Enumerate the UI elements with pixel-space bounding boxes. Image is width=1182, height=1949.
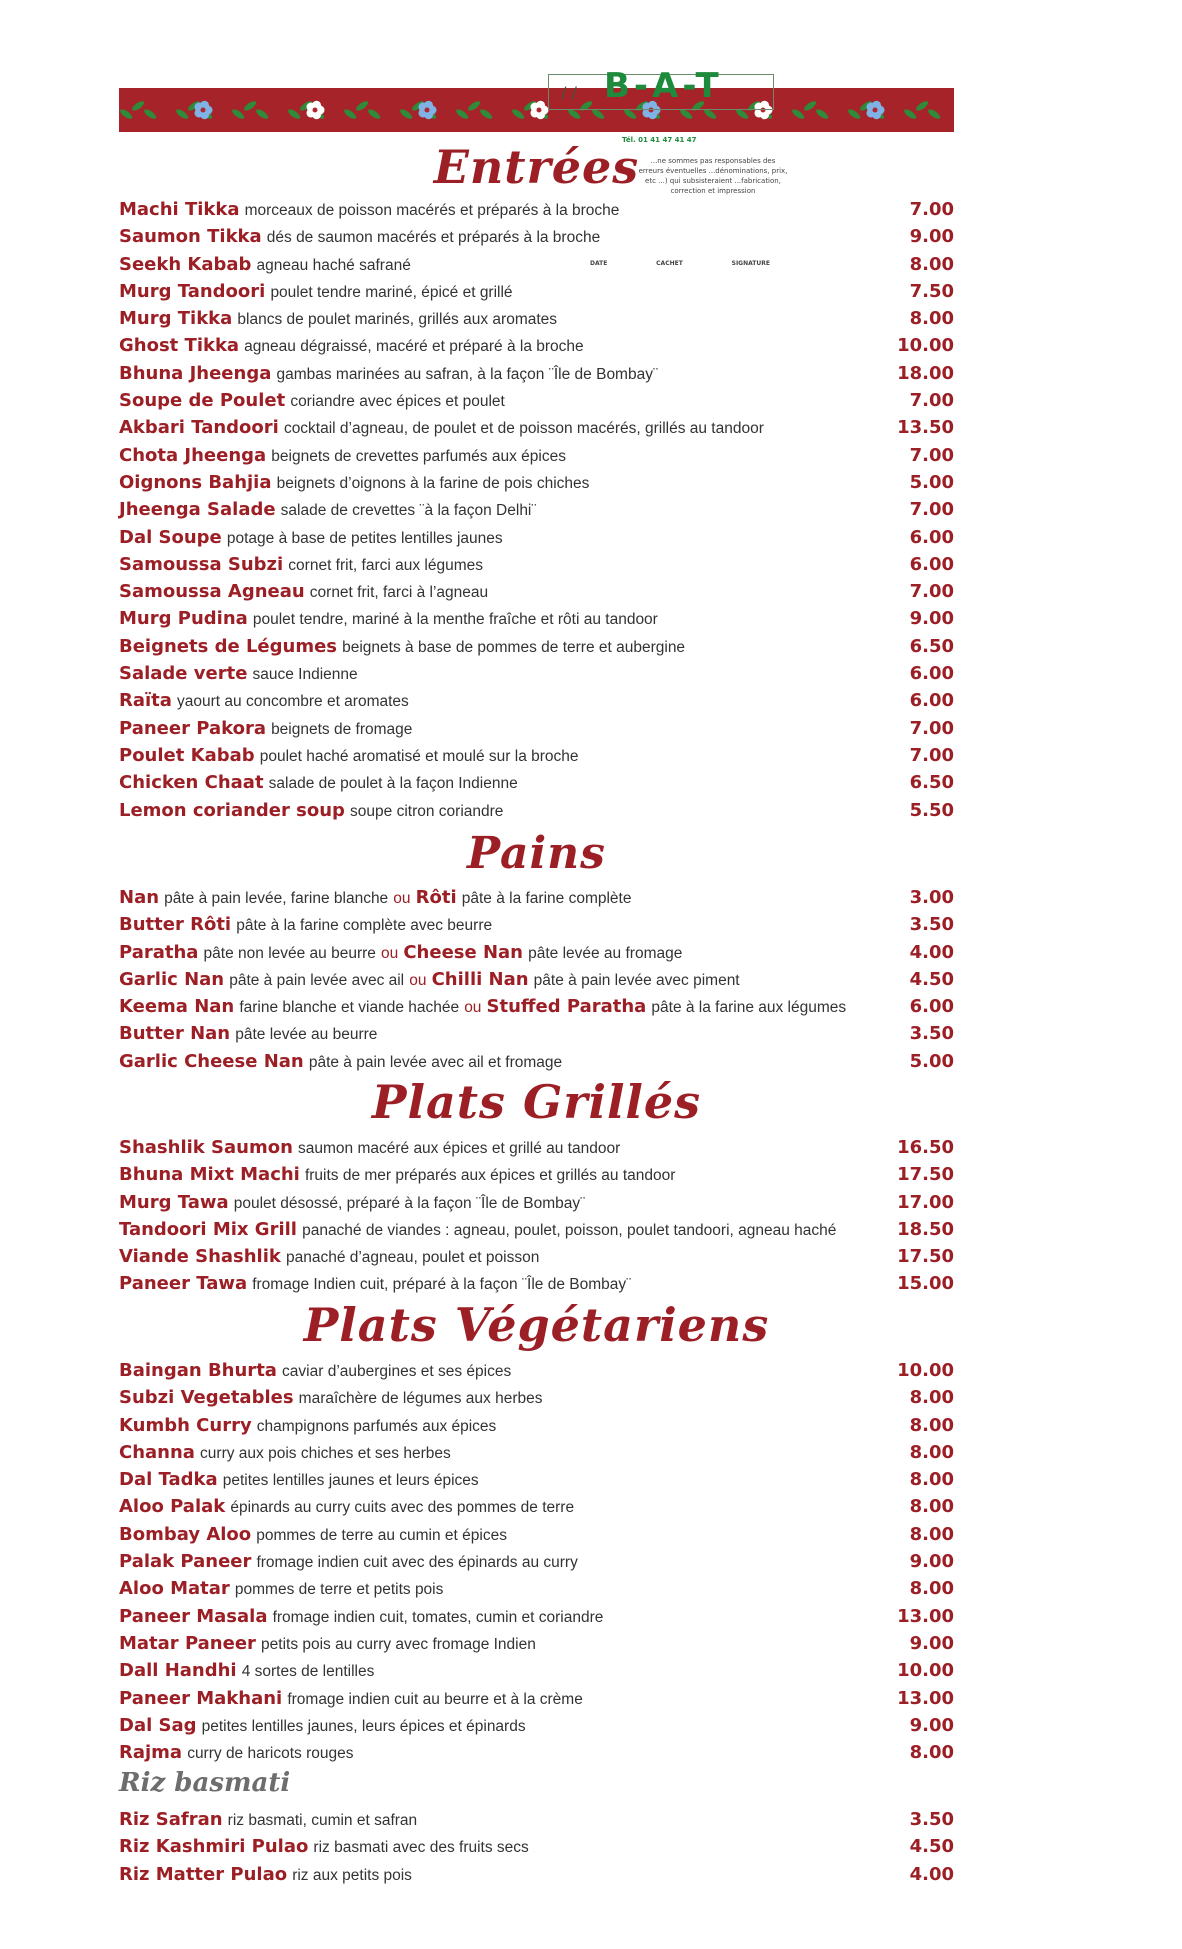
- item-price: 4.50: [909, 968, 954, 990]
- item-price: 7.00: [909, 444, 954, 466]
- item-or: ou: [381, 944, 399, 962]
- menu-item: [119, 496, 954, 523]
- item-name: Tandoori Mix Grill: [119, 1218, 297, 1240]
- item-name: Ghost Tikka: [119, 335, 240, 357]
- menu-item: [119, 966, 954, 993]
- menu-item: [119, 251, 954, 278]
- item-description: curry de haricots rouges: [187, 1745, 354, 1763]
- item-price: 18.00: [897, 362, 954, 384]
- stamp-cachet-label: CACHET: [656, 260, 683, 267]
- item-name: Oignons Bahjia: [119, 471, 272, 493]
- item-price: 15.00: [897, 1273, 954, 1295]
- item-price: 13.50: [897, 417, 954, 439]
- menu-item: [119, 442, 954, 469]
- item-name: Garlic Nan: [119, 968, 225, 990]
- menu-item: [119, 1548, 954, 1575]
- floral-pattern-icon: [119, 88, 954, 132]
- item-description: salade de poulet à la façon Indienne: [268, 775, 518, 793]
- item-name: Dal Tadka: [119, 1469, 218, 1491]
- item-price: 9.00: [909, 1632, 954, 1654]
- item-description: potage à base de petites lentilles jaunes: [226, 529, 503, 547]
- item-description: cornet frit, farci aux légumes: [288, 556, 483, 574]
- item-name: Palak Paneer: [119, 1551, 252, 1573]
- item-description: salade de crevettes ¨à la façon Delhi¨: [280, 502, 537, 520]
- item-name: Lemon coriander soup: [119, 799, 345, 821]
- item-name: Paneer Tawa: [119, 1273, 248, 1295]
- menu-item: [119, 305, 954, 332]
- item-price: 9.00: [909, 226, 954, 248]
- item-description: pommes de terre et petits pois: [234, 1581, 444, 1599]
- item-description: petits pois au curry avec fromage Indien: [261, 1635, 536, 1653]
- item-price: 6.50: [909, 772, 954, 794]
- item-name: Riz Kashmiri Pulao: [119, 1836, 309, 1858]
- item-description: coriandre avec épices et poulet: [290, 393, 505, 411]
- section-title-riz: Riz basmati: [119, 1768, 291, 1798]
- grilles-list: [119, 1134, 954, 1298]
- item-name: Samoussa Agneau: [119, 581, 305, 603]
- section-title-pains: Pains: [467, 828, 606, 879]
- item-description: caviar d’aubergines et ses épices: [282, 1363, 512, 1380]
- item-name: Samoussa Subzi: [119, 553, 284, 575]
- item-price: 3.50: [909, 1809, 954, 1830]
- menu-item: [119, 633, 954, 660]
- item-price: 6.00: [909, 996, 954, 1018]
- item-name: Nan: [119, 887, 160, 908]
- item-price: 7.00: [909, 390, 954, 412]
- item-name: Bhuna Mixt Machi: [119, 1164, 300, 1186]
- item-name: Aloo Matar: [119, 1578, 230, 1600]
- item-price: 6.00: [909, 690, 954, 712]
- item-name: Murg Pudina: [119, 608, 248, 630]
- item-description: farine blanche et viande hachée: [239, 999, 460, 1017]
- item-description: fromage Indien cuit, préparé à la façon ¨Île de Bombay¨: [252, 1276, 632, 1294]
- item-name: Baingan Bhurta: [119, 1360, 277, 1381]
- menu-item: [119, 769, 954, 796]
- item-price: 4.50: [909, 1836, 954, 1858]
- item-price: 9.00: [909, 608, 954, 630]
- item-name: Dall Handhi: [119, 1660, 237, 1682]
- item-price: 5.00: [909, 471, 954, 493]
- menu-item: [119, 1833, 954, 1860]
- proof-stamp: [548, 66, 788, 267]
- menu-item: [119, 1521, 954, 1548]
- item-price: 7.00: [909, 199, 954, 220]
- item-price: 8.00: [909, 308, 954, 330]
- item-description: maraîchère de légumes aux herbes: [298, 1390, 543, 1408]
- item-name: Chicken Chaat: [119, 772, 264, 794]
- item-name: Machi Tikka: [119, 199, 240, 220]
- menu-item: [119, 1712, 954, 1739]
- item-price: 9.00: [909, 1551, 954, 1573]
- item-name: Riz Matter Pulao: [119, 1863, 288, 1885]
- menu-item: [119, 1439, 954, 1466]
- item-name: Shashlik Saumon: [119, 1137, 293, 1158]
- menu-item: [119, 1630, 954, 1657]
- pains-list: [119, 884, 954, 1075]
- item-description: poulet tendre, mariné à la menthe fraîche et rôti au tandoor: [252, 611, 658, 629]
- riz-list: [119, 1806, 954, 1888]
- item-name: Viande Shashlik: [119, 1246, 281, 1268]
- item-description-alt: pâte levée au fromage: [528, 944, 683, 962]
- item-price: 4.00: [909, 1863, 954, 1885]
- item-price: 10.00: [897, 1360, 954, 1381]
- menu-item: [119, 387, 954, 414]
- stamp-disclaimer: ...ne sommes pas responsables des erreurs éventuelles ...dénominations, prix, etc ...) qui subsisteraient ...fabrication, correction et impression: [638, 157, 788, 195]
- item-name: Butter Rôti: [119, 914, 232, 936]
- item-name: Chota Jheenga: [119, 444, 267, 466]
- item-name: Subzi Vegetables: [119, 1387, 294, 1409]
- item-name-alt: Chilli Nan: [431, 968, 529, 990]
- item-price: 10.00: [897, 1660, 954, 1682]
- menu-item: [119, 1134, 954, 1161]
- item-name-alt: Stuffed Paratha: [486, 996, 647, 1018]
- item-description: beignets de fromage: [271, 720, 413, 738]
- item-description: cocktail d’agneau, de poulet et de poisson macérés, grillés au tandoor: [283, 420, 764, 438]
- item-price: 3.50: [909, 1023, 954, 1045]
- item-name-alt: Cheese Nan: [403, 941, 523, 963]
- entrees-list: [119, 196, 954, 824]
- item-description: fromage indien cuit, tomates, cumin et coriandre: [272, 1608, 604, 1626]
- item-description: riz aux petits pois: [292, 1866, 412, 1884]
- menu-item: [119, 1357, 954, 1384]
- bat-logo: B-A-T: [604, 66, 723, 106]
- menu-item: [119, 1243, 954, 1270]
- item-name: Seekh Kabab: [119, 253, 252, 275]
- menu-item: [119, 797, 954, 824]
- item-price: 16.50: [897, 1137, 954, 1158]
- item-price: 8.00: [909, 1523, 954, 1545]
- item-price: 8.00: [909, 253, 954, 275]
- item-price: 8.00: [909, 1578, 954, 1600]
- floral-banner: [119, 88, 954, 132]
- menu-item: [119, 223, 954, 250]
- item-description: riz basmati, cumin et safran: [227, 1812, 418, 1829]
- item-description-alt: pâte à la farine aux légumes: [651, 999, 847, 1017]
- menu-item: [119, 1806, 954, 1833]
- item-name: Rajma: [119, 1742, 183, 1764]
- menu-item: [119, 414, 954, 441]
- item-or: ou: [409, 971, 427, 989]
- item-description: petites lentilles jaunes et leurs épices: [222, 1472, 479, 1490]
- menu-item: [119, 332, 954, 359]
- item-price: 8.00: [909, 1469, 954, 1491]
- item-price: 10.00: [897, 335, 954, 357]
- item-name: Beignets de Légumes: [119, 635, 338, 657]
- menu-item: [119, 715, 954, 742]
- item-price: 7.00: [909, 581, 954, 603]
- item-description: cornet frit, farci à l’agneau: [309, 584, 489, 602]
- item-price: 17.00: [897, 1191, 954, 1213]
- item-name: Bombay Aloo: [119, 1523, 252, 1545]
- item-description: yaourt au concombre et aromates: [177, 693, 409, 711]
- item-name: Jheenga Salade: [119, 499, 276, 521]
- item-description: panaché de viandes : agneau, poulet, poisson, poulet tandoori, agneau haché: [302, 1221, 837, 1239]
- item-price: 8.00: [909, 1387, 954, 1409]
- item-description: beignets d’oignons à la farine de pois chiches: [276, 474, 590, 492]
- item-price: 6.00: [909, 663, 954, 685]
- item-price: 13.00: [897, 1687, 954, 1709]
- section-title-grilles: Plats Grillés: [371, 1075, 702, 1129]
- item-or: ou: [464, 999, 482, 1017]
- vegetariens-list: [119, 1357, 954, 1766]
- menu-item: [119, 1575, 954, 1602]
- menu-item: [119, 469, 954, 496]
- item-description: gambas marinées au safran, à la façon ¨Île de Bombay¨: [276, 365, 659, 383]
- item-price: 5.00: [909, 1050, 954, 1072]
- section-title-vegetariens: Plats Végétariens: [303, 1298, 770, 1352]
- item-price: 6.50: [909, 635, 954, 657]
- item-description: poulet tendre mariné, épicé et grillé: [270, 283, 513, 301]
- item-description: morceaux de poisson macérés et préparés à la broche: [244, 202, 620, 219]
- item-price: 9.00: [909, 1714, 954, 1736]
- item-description: beignets de crevettes parfumés aux épices: [271, 447, 566, 465]
- item-name: Kumbh Curry: [119, 1414, 252, 1436]
- item-description: pâte levée au beurre: [235, 1026, 378, 1044]
- item-price: 8.00: [909, 1496, 954, 1518]
- item-description: beignets à base de pommes de terre et aubergine: [342, 638, 686, 656]
- item-name: Paneer Pakora: [119, 717, 266, 739]
- item-price: 7.00: [909, 717, 954, 739]
- item-name: Riz Safran: [119, 1809, 223, 1830]
- item-description: panaché d’agneau, poulet et poisson: [285, 1249, 540, 1267]
- item-name: Paratha: [119, 941, 199, 963]
- item-price: 4.00: [909, 941, 954, 963]
- item-name: Salade verte: [119, 663, 248, 685]
- menu-item: [119, 1657, 954, 1684]
- menu-item: [119, 551, 954, 578]
- item-name: Channa: [119, 1441, 195, 1463]
- item-price: 8.00: [909, 1441, 954, 1463]
- item-description: agneau haché safrané: [256, 256, 411, 274]
- item-description: poulet désossé, préparé à la façon ¨Île de Bombay¨: [233, 1194, 586, 1212]
- item-description: 4 sortes de lentilles: [241, 1663, 375, 1681]
- menu-item: [119, 360, 954, 387]
- menu-item: [119, 1161, 954, 1188]
- item-description: saumon macéré aux épices et grillé au tandoor: [298, 1140, 621, 1157]
- item-description: pâte non levée au beurre: [203, 944, 376, 962]
- item-name: Murg Tikka: [119, 308, 233, 330]
- menu-item: [119, 1189, 954, 1216]
- menu-item: [119, 1861, 954, 1888]
- menu-item: [119, 196, 954, 223]
- item-name: Murg Tawa: [119, 1191, 229, 1213]
- item-description: pâte à pain levée, farine blanche: [164, 890, 389, 907]
- item-price: 3.50: [909, 914, 954, 936]
- item-price: 7.00: [909, 499, 954, 521]
- item-price: 7.50: [909, 280, 954, 302]
- item-description: riz basmati avec des fruits secs: [313, 1839, 529, 1857]
- menu-item: [119, 1270, 954, 1297]
- item-description: sauce Indienne: [252, 666, 358, 684]
- stamp-slashes: / /: [561, 83, 577, 102]
- item-name-alt: Rôti: [415, 887, 457, 908]
- menu-item: [119, 1048, 954, 1075]
- section-title-entrees: Entrées: [433, 140, 640, 194]
- item-price: 5.50: [909, 799, 954, 821]
- menu-item: [119, 911, 954, 938]
- item-description: fruits de mer préparés aux épices et grillés au tandoor: [304, 1167, 676, 1185]
- item-name: Paneer Masala: [119, 1605, 268, 1627]
- menu-item: [119, 660, 954, 687]
- menu-item: [119, 1412, 954, 1439]
- item-description: agneau dégraissé, macéré et préparé à la broche: [244, 338, 584, 356]
- item-description: poulet haché aromatisé et moulé sur la broche: [259, 747, 579, 765]
- item-name: Akbari Tandoori: [119, 417, 279, 439]
- item-price: 8.00: [909, 1414, 954, 1436]
- menu-item: [119, 1020, 954, 1047]
- menu-item: [119, 1685, 954, 1712]
- menu-item: [119, 1603, 954, 1630]
- item-price: 13.00: [897, 1605, 954, 1627]
- menu-item: [119, 605, 954, 632]
- stamp-signature-row: [590, 260, 770, 267]
- item-description: pâte à pain levée avec ail et fromage: [308, 1053, 563, 1071]
- item-name: Paneer Makhani: [119, 1687, 283, 1709]
- stamp-signature-label: SIGNATURE: [731, 260, 770, 267]
- item-name: Butter Nan: [119, 1023, 231, 1045]
- item-name: Aloo Palak: [119, 1496, 226, 1518]
- item-description: soupe citron coriandre: [350, 802, 504, 820]
- item-name: Bhuna Jheenga: [119, 362, 272, 384]
- item-name: Saumon Tikka: [119, 226, 262, 248]
- menu-item: [119, 1493, 954, 1520]
- item-description: champignons parfumés aux épices: [256, 1417, 497, 1435]
- menu-item: [119, 578, 954, 605]
- item-price: 8.00: [909, 1742, 954, 1764]
- menu-item: [119, 1216, 954, 1243]
- menu-item: [119, 687, 954, 714]
- item-price: 18.50: [897, 1218, 954, 1240]
- item-description: pâte à la farine complète avec beurre: [236, 917, 493, 935]
- item-price: 6.00: [909, 526, 954, 548]
- menu-item: [119, 1739, 954, 1766]
- item-description: petites lentilles jaunes, leurs épices et épinards: [201, 1717, 526, 1735]
- item-or: ou: [393, 890, 411, 907]
- item-description: curry aux pois chiches et ses herbes: [200, 1444, 451, 1462]
- item-description: pommes de terre au cumin et épices: [256, 1526, 507, 1544]
- item-name: Garlic Cheese Nan: [119, 1050, 304, 1072]
- menu-item: [119, 742, 954, 769]
- menu-item: [119, 993, 954, 1020]
- item-price: 6.00: [909, 553, 954, 575]
- item-description: dés de saumon macérés et préparés à la broche: [266, 229, 601, 247]
- item-description: pâte à pain levée avec ail: [229, 971, 405, 989]
- item-price: 17.50: [897, 1246, 954, 1268]
- stamp-date-label: DATE: [590, 260, 608, 267]
- menu-item: [119, 1384, 954, 1411]
- stamp-phone: Tél. 01 41 47 41 47: [622, 136, 697, 144]
- item-price: 17.50: [897, 1164, 954, 1186]
- item-description: fromage indien cuit avec des épinards au curry: [256, 1554, 578, 1572]
- item-name: Matar Paneer: [119, 1632, 256, 1654]
- menu-item: [119, 278, 954, 305]
- item-description: blancs de poulet marinés, grillés aux aromates: [237, 311, 558, 329]
- item-description: épinards au curry cuits avec des pommes de terre: [230, 1499, 575, 1517]
- item-price: 3.00: [909, 887, 954, 908]
- menu-item: [119, 1466, 954, 1493]
- item-name: Poulet Kabab: [119, 744, 255, 766]
- item-name: Dal Soupe: [119, 526, 222, 548]
- item-name: Soupe de Poulet: [119, 390, 286, 412]
- item-name: Dal Sag: [119, 1714, 197, 1736]
- item-name: Murg Tandoori: [119, 280, 266, 302]
- item-name: Raïta: [119, 690, 172, 712]
- item-description-alt: pâte à la farine complète: [461, 890, 632, 907]
- menu-item: [119, 524, 954, 551]
- item-price: 7.00: [909, 744, 954, 766]
- item-name: Keema Nan: [119, 996, 235, 1018]
- item-description-alt: pâte à pain levée avec piment: [533, 971, 740, 989]
- item-description: fromage indien cuit au beurre et à la crème: [287, 1690, 583, 1708]
- menu-item: [119, 939, 954, 966]
- menu-item: [119, 884, 954, 911]
